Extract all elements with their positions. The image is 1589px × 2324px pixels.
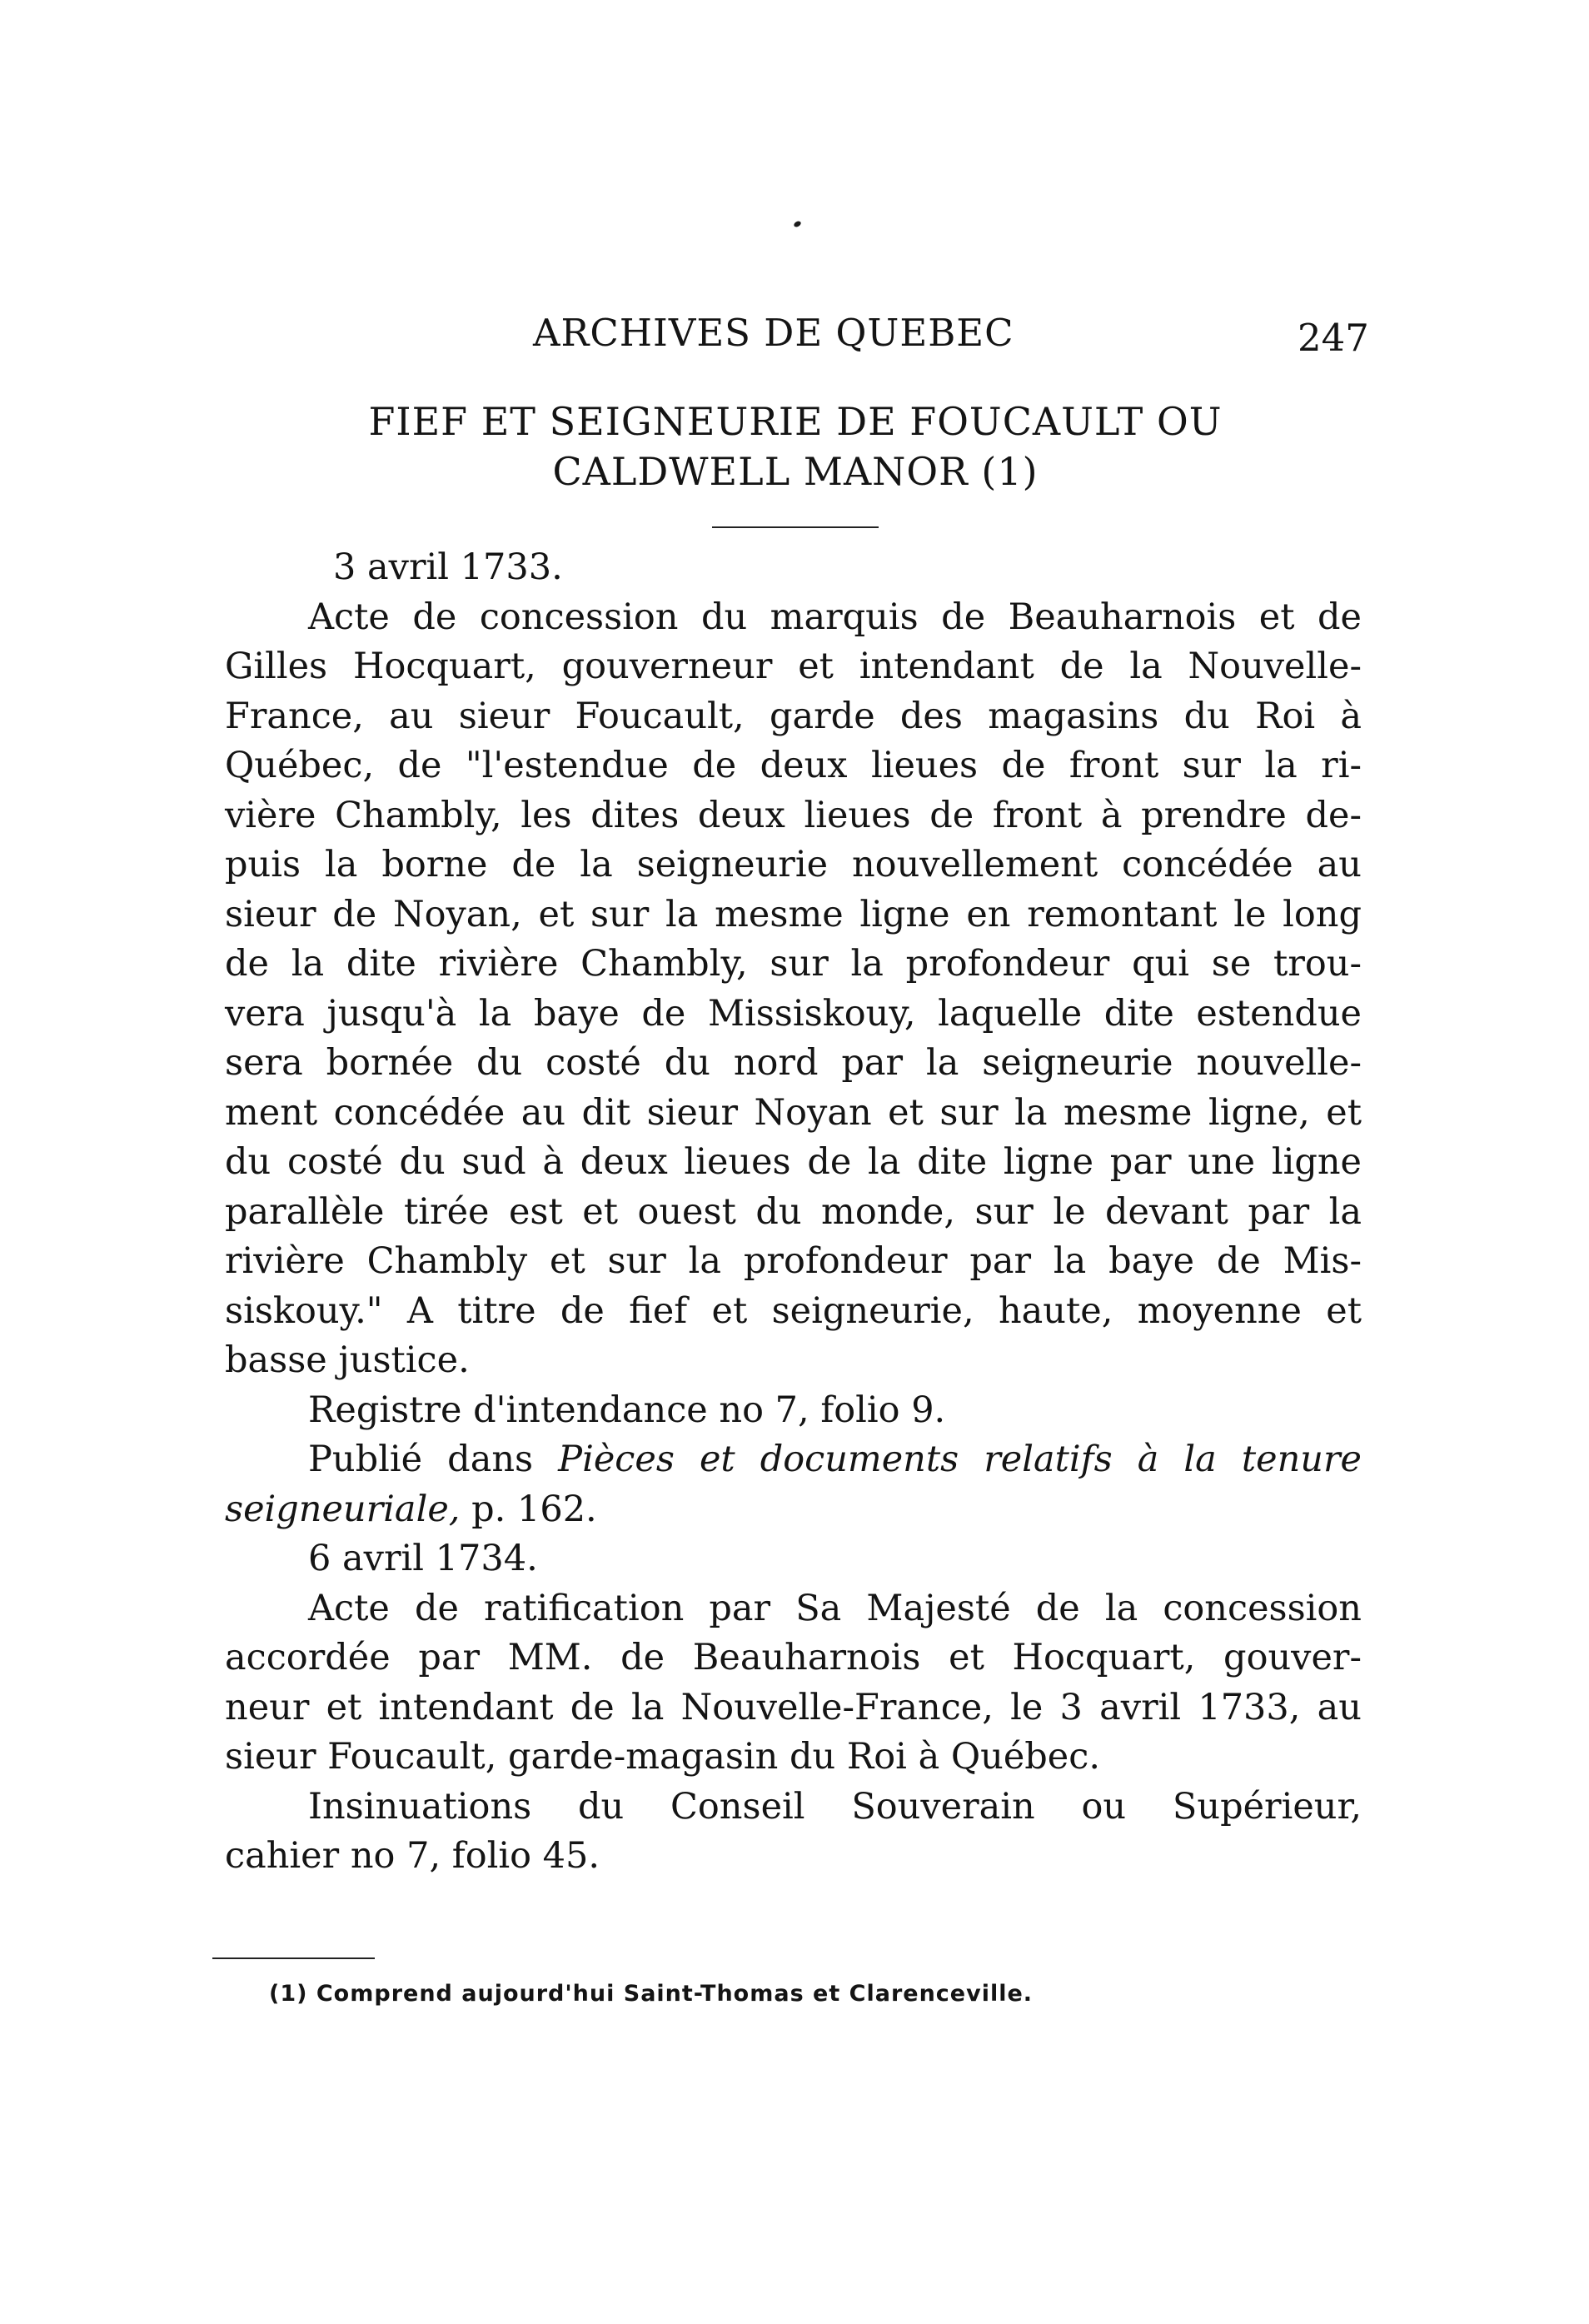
paragraph-line: vera jusqu'à la baye de Missiskouy, laquelle dite estendue — [225, 992, 1362, 1035]
paragraph-line: Acte de concession du marquis de Beauharnois et de — [308, 596, 1362, 638]
publication-page: p. 162. — [460, 1488, 597, 1530]
publication-title: Pièces et documents relatifs à la tenure — [558, 1439, 1362, 1480]
paragraph-line: vière Chambly, les dites deux lieues de front à prendre de- — [225, 794, 1362, 836]
paragraph-line: rivière Chambly et sur la profondeur par la baye de Mis- — [225, 1240, 1362, 1282]
ink-speck — [793, 220, 802, 228]
paragraph-line: sieur Foucault, garde-magasin du Roi à Québec. — [225, 1736, 1101, 1778]
paragraph-line: neur et intendant de la Nouvelle-France, le 3 avril 1733, au — [225, 1686, 1362, 1728]
paragraph-line: Acte de ratification par Sa Majesté de la concession — [308, 1587, 1362, 1629]
date-entry-2: 6 avril 1734. — [308, 1538, 538, 1579]
paragraph-line: Gilles Hocquart, gouverneur et intendant de la Nouvelle- — [225, 646, 1362, 687]
insinuations-reference-cont: cahier no 7, folio 45. — [225, 1835, 600, 1877]
paragraph-line: de la dite rivière Chambly, sur la profondeur qui se trou- — [225, 943, 1362, 985]
section-title-line-1: FIEF ET SEIGNEURIE DE FOUCAULT OU — [368, 399, 1223, 444]
date-entry-1: 3 avril 1733. — [333, 546, 563, 588]
section-title — [233, 396, 1357, 496]
section-title-line-2: CALDWELL MANOR (1) — [552, 449, 1039, 494]
paragraph-line: Québec, de "l'estendue de deux lieues de front sur la ri- — [225, 745, 1362, 786]
paragraph-line: France, au sieur Foucault, garde des magasins du Roi à — [225, 695, 1362, 737]
paragraph-line: du costé du sud à deux lieues de la dite ligne par une ligne — [225, 1141, 1362, 1183]
paragraph-line: parallèle tirée est et ouest du monde, sur le devant par la — [225, 1190, 1362, 1233]
running-header — [0, 311, 1589, 361]
paragraph-line: sieur de Noyan, et sur la mesme ligne en remontant le long — [225, 893, 1362, 935]
body-text — [225, 543, 1362, 1882]
insinuations-reference: Insinuations du Conseil Souverain ou Supérieur, — [308, 1785, 1362, 1828]
footnote: (1) Comprend aujourd'hui Saint-Thomas et Clarenceville. — [269, 1981, 1034, 2007]
footnote-divider — [212, 1957, 375, 1959]
paragraph-line: sera bornée du costé du nord par la seigneurie nouvelle- — [225, 1042, 1362, 1084]
paragraph-line: puis la borne de la seigneurie nouvellement concédée au — [225, 844, 1362, 885]
publication-reference — [225, 1435, 1362, 1485]
page-number: 247 — [1298, 316, 1369, 360]
publication-title-cont: seigneuriale, — [225, 1488, 461, 1530]
paragraph-line: siskouy." A titre de fief et seigneurie, haute, moyenne et — [225, 1289, 1362, 1332]
publication-reference-cont — [225, 1485, 1362, 1535]
paragraph-line: ment concédée au dit sieur Noyan et sur la mesme ligne, et — [225, 1091, 1362, 1134]
running-title: ARCHIVES DE QUEBEC — [533, 311, 1014, 355]
paragraph-line: basse justice. — [225, 1339, 470, 1381]
paragraph-line: accordée par MM. de Beauharnois et Hocquart, gouver- — [225, 1637, 1362, 1678]
title-divider — [712, 526, 879, 528]
registre-reference: Registre d'intendance no 7, folio 9. — [308, 1389, 946, 1431]
publication-prefix: Publié dans — [308, 1439, 559, 1480]
